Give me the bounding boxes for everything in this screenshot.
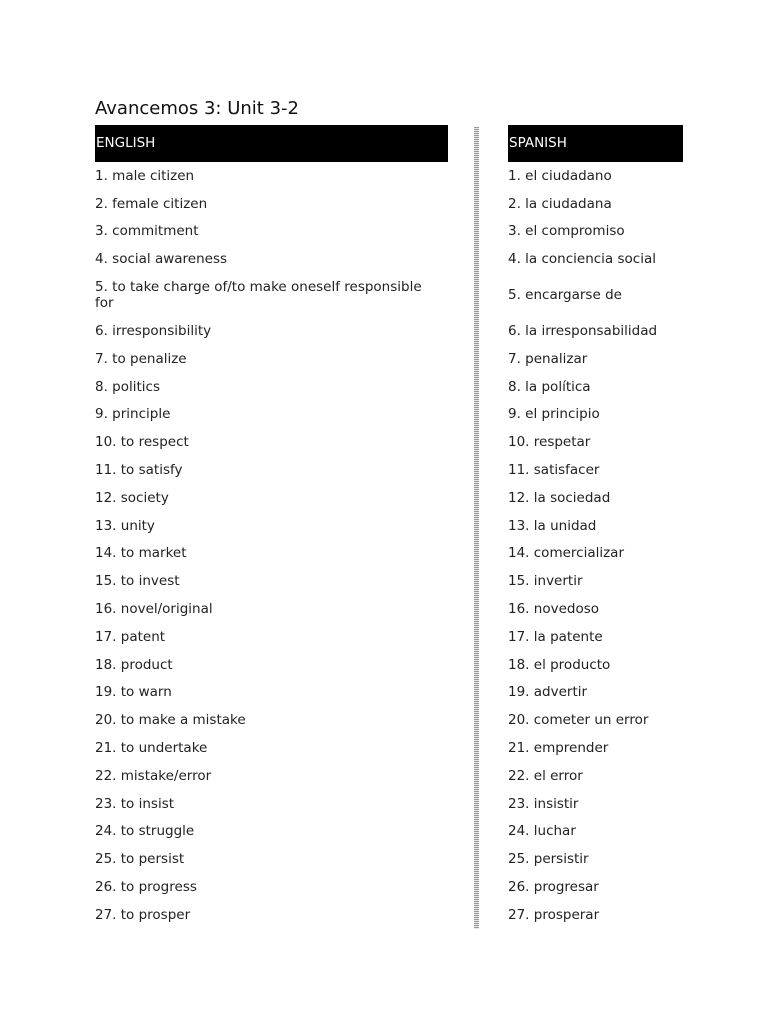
spanish-term: 3. el compromiso [508,223,625,240]
english-term: 4. social awareness [95,251,228,268]
list-item [95,845,448,873]
spanish-term: 22. el error [508,767,583,784]
list-item [95,901,448,929]
english-header: ENGLISH [95,125,448,162]
english-term: 16. novel/original [95,601,213,618]
english-term: 23. to insist [95,795,175,812]
spanish-term: 7. penalizar [508,350,588,367]
english-term: 20. to make a mistake [95,712,246,729]
english-term: 13. unity [95,517,155,534]
list-item [95,540,448,568]
english-term: 5. to take charge of/to make oneself responsible for [95,279,422,312]
list-item [508,818,683,846]
list-item [508,623,683,651]
spanish-list [508,162,683,929]
english-term: 9. principle [95,406,171,423]
list-item [508,595,683,623]
english-term: 11. to satisfy [95,462,183,479]
spanish-term: 4. la conciencia social [508,251,656,268]
list-item [95,428,448,456]
english-term: 24. to struggle [95,823,195,840]
list-item [95,345,448,373]
list-item [508,484,683,512]
english-term: 8. politics [95,378,161,395]
spanish-term: 18. el producto [508,656,611,673]
list-item [95,873,448,901]
spanish-term: 6. la irresponsabilidad [508,323,658,340]
list-item [508,512,683,540]
english-term: 21. to undertake [95,740,208,757]
spanish-term: 15. invertir [508,573,583,590]
page-title: Avancemos 3: Unit 3-2 [95,98,299,119]
list-item [95,190,448,218]
spanish-term: 9. el principio [508,406,600,423]
list-item [95,818,448,846]
list-item [95,679,448,707]
english-term: 6. irresponsibility [95,323,212,340]
list-item [508,706,683,734]
english-term: 25. to persist [95,851,185,868]
list-item [95,162,448,190]
spanish-term: 13. la unidad [508,517,597,534]
list-item [508,651,683,679]
english-term: 27. to prosper [95,906,191,923]
spanish-term: 24. luchar [508,823,576,840]
column-divider [474,127,479,929]
list-item [508,401,683,429]
english-term: 12. society [95,489,169,506]
list-item [508,428,683,456]
english-term: 7. to penalize [95,350,187,367]
list-item [95,567,448,595]
spanish-term: 21. emprender [508,740,609,757]
english-term: 10. to respect [95,434,189,451]
list-item [95,512,448,540]
english-term: 17. patent [95,628,166,645]
spanish-term: 20. cometer un error [508,712,649,729]
english-term: 26. to progress [95,879,197,896]
spanish-column [508,125,683,929]
spanish-term: 25. persistir [508,851,589,868]
list-item [508,345,683,373]
list-item [508,901,683,929]
list-item [508,567,683,595]
list-item [95,790,448,818]
spanish-term: 10. respetar [508,434,591,451]
list-item [508,218,683,246]
list-item [508,790,683,818]
list-item [95,484,448,512]
spanish-term: 19. advertir [508,684,588,701]
list-item [508,762,683,790]
english-term: 14. to market [95,545,187,562]
spanish-term: 1. el ciudadano [508,167,612,184]
list-item [508,373,683,401]
list-item [508,245,683,273]
list-item [95,651,448,679]
english-term: 19. to warn [95,684,172,701]
spanish-term: 8. la política [508,378,591,395]
spanish-term: 17. la patente [508,628,603,645]
english-term: 18. product [95,656,173,673]
list-item [508,540,683,568]
english-column [95,125,448,929]
list-item [95,373,448,401]
spanish-term: 26. progresar [508,879,599,896]
list-item [508,190,683,218]
list-item [95,245,448,273]
english-term: 15. to invest [95,573,180,590]
spanish-term: 12. la sociedad [508,489,611,506]
spanish-term: 27. prosperar [508,906,600,923]
english-term: 1. male citizen [95,167,195,184]
list-item [508,873,683,901]
spanish-term: 16. novedoso [508,601,599,618]
list-item [95,595,448,623]
list-item [508,317,683,345]
list-item [95,623,448,651]
list-item [95,218,448,246]
spanish-term: 14. comercializar [508,545,625,562]
list-item [508,273,683,317]
spanish-header: SPANISH [508,125,683,162]
list-item [508,845,683,873]
list-item [95,734,448,762]
list-item [95,456,448,484]
english-term: 3. commitment [95,223,199,240]
list-item [508,456,683,484]
spanish-term: 11. satisfacer [508,462,600,479]
english-term: 22. mistake/error [95,767,212,784]
list-item [508,162,683,190]
list-item [95,762,448,790]
english-list [95,162,448,929]
english-term: 2. female citizen [95,195,208,212]
list-item [95,317,448,345]
list-item [508,734,683,762]
list-item [95,401,448,429]
list-item [508,679,683,707]
spanish-term: 2. la ciudadana [508,195,612,212]
list-item [95,706,448,734]
spanish-term: 23. insistir [508,795,579,812]
list-item [95,273,448,317]
spanish-term: 5. encargarse de [508,287,622,304]
